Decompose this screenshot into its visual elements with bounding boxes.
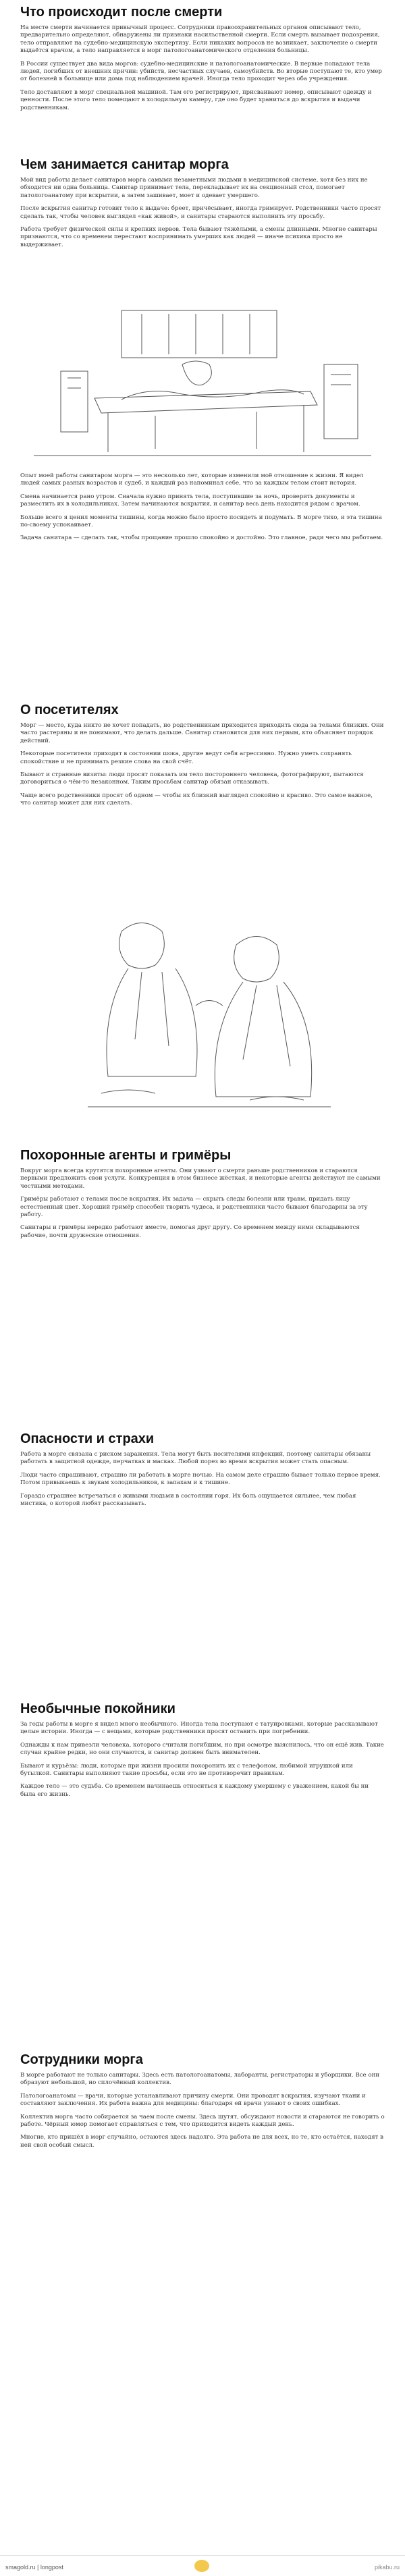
paragraph: Морг — место, куда никто не хочет попадать, но родственникам приходится приходить сюда за телами близких. Они часто растеряны и не понимают, что делать дальше. Санитар становится для них первым, кто объясняет порядок действий. (20, 722, 384, 744)
paragraph: Некоторые посетители приходят в состоянии шока, другие ведут себя агрессивно. Нужно уметь сохранять спокойствие и не принимать резкие слова на свой счёт. (20, 750, 352, 765)
section-heading: Опасности и страхи (20, 1431, 155, 1446)
mourners-sketch-icon (20, 904, 385, 1134)
paragraph: Гораздо страшнее встречаться с живыми людьми в состоянии горя. Их боль ощущается сильнее, чем любая мистика, о которой любят рассказывать. (20, 1492, 356, 1508)
paragraph: Санитары и гримёры нередко работают вместе, помогая друг другу. Со временем между ними складываются рабочие, почти дружеские отношения. (20, 1224, 360, 1239)
footer-source-link[interactable]: smagold.ru | longpost (5, 2564, 63, 2571)
paragraph: Вокруг морга всегда крутятся похоронные агенты. Они узнают о смерти раньше родственников и стараются первыми предложить свои услуги. Конкуренция в этом бизнесе жёсткая, и некоторые агенты действуют не самыми честными методами. (20, 1168, 381, 1190)
section-heading: Что происходит после смерти (20, 5, 223, 20)
illustration-morgue-table (20, 297, 385, 466)
coin-icon (194, 2560, 209, 2572)
paragraph: Смена начинается рано утром. Сначала нужно принять тела, поступившие за ночь, проверить документы и разместить их в холодильниках. Затем начинаются вскрытия, и санитар весь день находится рядом с врачом. (20, 493, 360, 508)
paragraph: За годы работы в морге я видел много необычного. Иногда тела поступают с татуировками, которые рассказывают целые истории. Иногда — с вещами, которые родственники просят оставить при погребении. (20, 1721, 378, 1736)
paragraph: Чаще всего родственники просят об одном — чтобы их близкий выглядел спокойно и красиво. Это самое важное, что санитар может для них сделать. (20, 792, 373, 807)
section-dangers (20, 1431, 385, 1513)
paragraph: После вскрытия санитар готовит тело к выдаче: бреет, причёсывает, иногда гримирует. Родственники часто просят сделать так, чтобы человек выглядел «как живой», и санитары стараются выполнить эту просьбу. (20, 205, 381, 220)
paragraph: Люди часто спрашивают, страшно ли работать в морге ночью. На самом деле страшно бывает только первое время. Потом привыкаешь к звукам холодильников, к запахам и к тишине. (20, 1471, 381, 1487)
paragraph: В морге работают не только санитары. Здесь есть патологоанатомы, лаборанты, регистраторы и уборщики. Все они образуют небольшой, но сплочённый коллектив. (20, 2072, 380, 2087)
footer-watermark: pikabu.ru (374, 2564, 400, 2571)
section-heading: О посетителях (20, 703, 119, 717)
paragraph: Каждое тело — это судьба. Со временем начинаешь относиться к каждому умершему с уважением, какой бы ни была его жизнь. (20, 1783, 369, 1798)
morgue-sketch-icon (20, 297, 385, 466)
paragraph: Задача санитара — сделать так, чтобы прощание прошло спокойно и достойно. Это главное, ради чего мы работаем. (20, 535, 383, 542)
paragraph: Гримёры работают с телами после вскрытия. Их задача — скрыть следы болезни или травм, придать лицу естественный цвет. Хороший гримёр способен творить чудеса, и родственники часто бывают благодарны за эту работу. (20, 1196, 368, 1219)
section-heading: Похоронные агенты и гримёры (20, 1148, 232, 1163)
section-orderly-duties (20, 157, 385, 254)
section-heading: Сотрудники морга (20, 2052, 143, 2067)
section-after-death (20, 4, 385, 117)
section-funeral-agents (20, 1147, 385, 1245)
section-unusual-dead (20, 1701, 385, 1804)
paragraph: Бывают и курьёзы: люди, которые при жизни просили похоронить их с телефоном, любимой игрушкой или бутылкой. Санитары выполняют такие просьбы, если это не противоречит правилам. (20, 1762, 353, 1778)
section-heading: Необычные покойники (20, 1701, 176, 1716)
section-morgue-staff (20, 2052, 385, 2155)
paragraph: В России существует два вида моргов: судебно-медицинские и патологоанатомические. В первые попадают тела людей, погибших от внешних причин: убийств, несчастных случаев, самоубийств. Во вторые поступают те, кто умер от болезней в больнице или дома под наблюдением врачей. Иногда тело проходит через оба учреждения. (20, 60, 382, 83)
paragraph: На месте смерти начинается привычный процесс. Сотрудники правоохранительных органов описывают тело, предварительно определяют, обнаружены ли признаки насильственной смерти. Если смерть вызывает подозрения, тело отправляют на судебно-медицинскую экспертизу. Если никаких вопросов не возникает, заключение о смерти выдаётся врачом, а тело направляется в морг патологоанатомического отделения больницы. (20, 24, 380, 55)
paragraph: Коллектив морга часто собирается за чаем после смены. Здесь шутят, обсуждают новости и стараются не говорить о работе. Чёрный юмор помогает справляться с тем, что приходится видеть каждый день. (20, 2113, 385, 2129)
paragraph: Работа требует физической силы и крепких нервов. Тела бывают тяжёлыми, а смены длинными. Многие санитары признаются, что со временем перестают воспринимать умерших как людей — иначе психика просто не выдерживает. (20, 226, 377, 248)
section-visitors (20, 702, 385, 813)
paragraph: Однажды к нам привезли человека, которого считали погибшим, но при осмотре выяснилось, что он ещё жив. Такие случаи крайне редки, но они случаются, и санитар должен быть внимателен. (20, 1741, 384, 1757)
paragraph: Больше всего я ценил моменты тишины, когда можно было просто посидеть и подумать. В морге тихо, и эта тишина по-своему успокаивает. (20, 514, 382, 529)
illustration-mourners (20, 904, 385, 1134)
paragraph: Опыт моей работы санитаром морга — это несколько лет, которые изменили моё отношение к жизни. Я видел людей самых разных возрастов и судеб, и каждый раз напоминал себе, что за каждым телом стоит история. (20, 472, 364, 487)
paragraph: Мой вид работы делает санитаров морга самыми незаметными людьми в медицинской системе, хотя без них не обходится ни одна больница. Санитар принимает тела, перекладывает их на секционный стол, помогает патологоанатому при вскрытии, а затем зашивает, моет и одевает умершего. (20, 177, 368, 199)
section-experience (20, 472, 385, 548)
paragraph: Бывают и странные визиты: люди просят показать им тело постороннего человека, фотографируют, пытаются договориться о чём-то незаконном. Таким просьбам санитар обязан отказывать. (20, 771, 364, 786)
paragraph: Многие, кто пришёл в морг случайно, остаются здесь надолго. Эта работа не для всех, но те, кто остаётся, находят в ней свой особый смысл. (20, 2134, 383, 2149)
page-footer (0, 2555, 405, 2576)
paragraph: Работа в морге связана с риском заражения. Тела могут быть носителями инфекций, поэтому санитары обязаны работать в защитной одежде, перчатках и масках. Любой порез во время вскрытия может стать опасным. (20, 1451, 371, 1466)
paragraph: Тело доставляют в морг специальной машиной. Там его регистрируют, присваивают номер, описывают одежду и ценности. После этого тело помещают в холодильную камеру, где оно будет храниться до вскрытия и выдачи родственникам. (20, 88, 372, 111)
section-heading: Чем занимается санитар морга (20, 157, 229, 172)
paragraph: Патологоанатомы — врачи, которые устанавливают причину смерти. Они проводят вскрытия, изучают ткани и составляют заключения. Их работа важна для медицины: благодаря ей врачи узнают о своих ошибках. (20, 2092, 366, 2108)
